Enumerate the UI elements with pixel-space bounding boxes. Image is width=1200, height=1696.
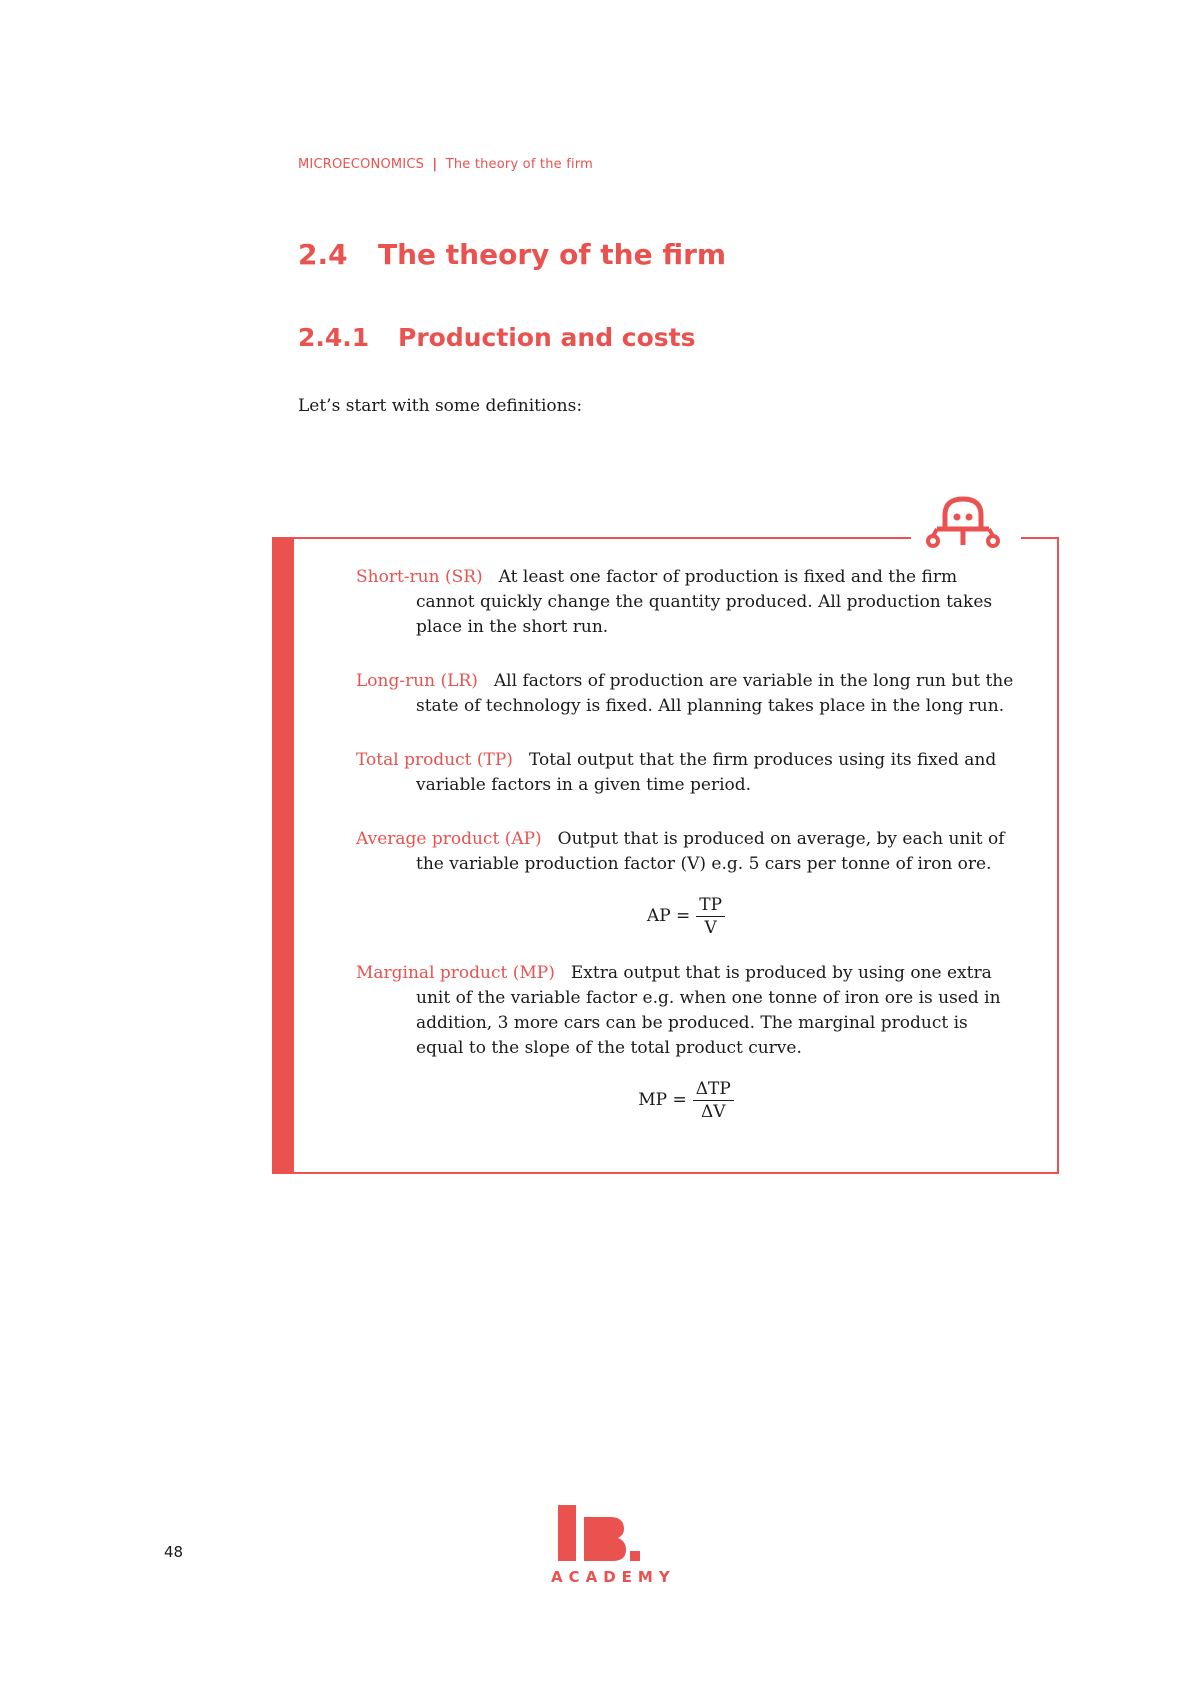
definition-item: [356, 827, 1016, 877]
running-header-chapter: The theory of the firm: [445, 157, 593, 172]
mp-denominator: ΔV: [700, 1102, 726, 1122]
definition-continuation: the variable production factor (V) e.g. 5 cars per tonne of iron ore.: [416, 854, 992, 874]
definition-continuation: state of technology is fixed. All planning takes place in the long run.: [416, 696, 1005, 716]
definition-term: Marginal product (MP): [356, 963, 555, 983]
ap-denominator: V: [704, 918, 717, 938]
intro-text: Let’s start with some definitions:: [298, 396, 583, 416]
definition-term: Average product (AP): [356, 829, 542, 849]
definition-box-accent-bar: [272, 537, 294, 1174]
definition-term: Short-run (SR): [356, 567, 483, 587]
definition-first-line: Extra output that is produced by using one extra: [570, 963, 992, 983]
section-heading: [298, 238, 726, 271]
definition-continuation: unit of the variable factor e.g. when one tonne of iron ore is used in addition, 3 more cars can be produced. The marginal product is equal to the slope of the total product curve.: [416, 988, 1001, 1058]
running-header: [298, 157, 593, 172]
definition-first-line: All factors of production are variable in the long run but the: [493, 671, 1014, 691]
mp-formula-lhs: MP =: [638, 1090, 687, 1110]
ap-numerator: TP: [696, 894, 725, 917]
mp-fraction: [693, 1078, 734, 1123]
definitions-list: [356, 565, 1016, 1145]
definition-term: Total product (TP): [356, 750, 513, 770]
definition-continuation: variable factors in a given time period.: [416, 775, 752, 795]
definition-first-line: Total output that the firm produces using its fixed and: [528, 750, 997, 770]
section-title: The theory of the firm: [378, 238, 727, 271]
subsection-number: 2.4.1: [298, 323, 370, 352]
definition-item: [356, 565, 1016, 640]
mp-numerator: ΔTP: [693, 1078, 734, 1101]
section-number: 2.4: [298, 238, 348, 271]
definition-item: [356, 669, 1016, 719]
ib-academy-logo: [550, 1505, 650, 1565]
definition-item: [356, 748, 1016, 798]
running-header-separator: |: [432, 157, 438, 172]
mascot-icon: [923, 493, 1003, 553]
subsection-title: Production and costs: [398, 323, 696, 352]
ap-formula-lhs: AP =: [646, 906, 691, 926]
definition-continuation: cannot quickly change the quantity produced. All production takes place in the short run.: [416, 592, 993, 637]
definition-box: [272, 537, 1059, 1174]
definition-first-line: At least one factor of production is fixed and the firm: [498, 567, 958, 587]
mp-formula: [356, 1078, 1016, 1123]
definition-item: [356, 961, 1016, 1061]
subsection-heading: [298, 323, 696, 352]
page-number: 48: [164, 1543, 184, 1561]
ap-fraction: [696, 894, 725, 939]
running-header-subject: MICROECONOMICS: [298, 157, 425, 172]
ap-formula: [356, 894, 1016, 939]
definition-term: Long-run (LR): [356, 671, 478, 691]
logo-wordmark: ACADEMY: [551, 1568, 676, 1586]
definition-first-line: Output that is produced on average, by each unit of: [557, 829, 1005, 849]
